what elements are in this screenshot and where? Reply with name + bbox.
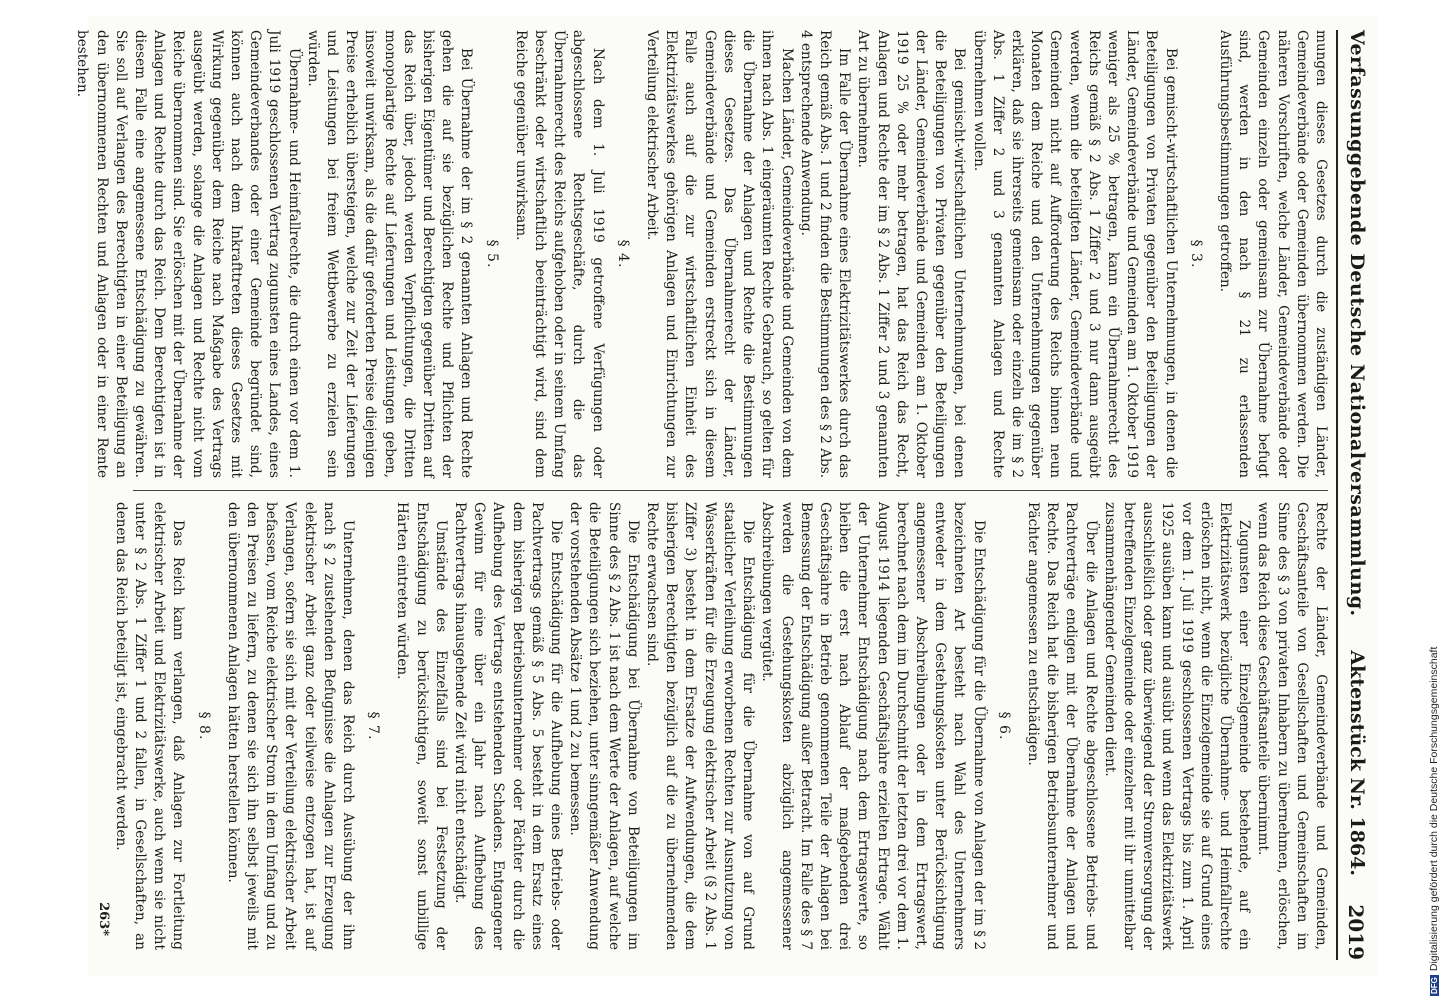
- paragraph: Das Reich kann verlangen, daß Anlagen zur Fortleitung elektrischer Arbeit und Elektrizitätswerke, auch wenn sie nicht unter § 2 Abs. 1 Ziffer 1 und 2 fallen, in Gesellschaften, an denen das Reich beteiligt ist, eingebracht werden.: [112, 502, 187, 950]
- page-number: 2019: [1344, 904, 1368, 960]
- section-heading: § 6.: [995, 711, 1012, 741]
- paragraph: Bei Übernahme der im § 2 genannten Anlagen und Rechte gehen die auf sie bezüglichen Rechte und Pflichten der bisherigen Eigentümer und Berechtigten gegenüber Dritten auf das Reich über, jedoch werden Verpflichtungen, die Dritten monopolartige Rechte auf Lieferungen und Leistungen geben, insoweit unwirksam, als die dafür geforderten Preise diejenigen Preise erheblich übersteigen, welche zur Zeit der Lieferungen und Leistungen bei freiem Wettbewerbe zu erzielen sein würden.: [304, 30, 475, 478]
- section-heading: § 3.: [1187, 239, 1204, 269]
- dfg-logo: DFG: [1430, 977, 1439, 994]
- paragraph: Bei gemischt-wirtschaftlichen Unternehmungen, bei denen die Beteiligungen von Privaten gegenüber den Beteiligungen der Länder, Gemeindeverbände und Gemeinden am 1. Oktober 1919 25 % oder mehr betragen, hat das Reich das Recht, Anlagen und Rechte der im § 2 Abs. 1 Ziffer 2 und 3 genannten Art zu übernehmen.: [855, 30, 968, 478]
- paragraph: Die Entschädigung für die Übernahme von Anlagen der im § 2 bezeichneten Art besteht nach Wahl des Unternehmers entweder in dem Gestehungskosten unter Berücksichtigung angemessener Abschreibungen oder in dem Ertragswert, berechnet nach dem im Durchschnitt der letzten drei vor dem 1. August 1914 liegenden Geschäftsjahre erzielten Ertrage. Wählt der Unternehmer Entschädigung nach dem Ertragswerte, so bleiben die erst nach Ablauf der maßgebenden drei Geschäftsjahre in Betrieb genommenen Teile der Anlagen bei Bemessung der Entschädigung außer Betracht. Im Falle des § 7 werden die Gestehungskosten abzüglich angemessener Abschreibungen vergütet.: [759, 502, 987, 950]
- paragraph: mungen dieses Gesetzes durch die zuständigen Länder, Gemeindeverbände oder Gemeinden übernommen werden. Die näheren Vorschriften, welche Länder, Gemeindeverbände oder Gemeinden einzeln oder gemeinsam zur Übernahme befugt sind, werden in den nach § 21 zu erlassenden Ausführungsbestimmungen getroffen.: [1216, 30, 1329, 478]
- paragraph: Unternehmen, denen das Reich durch Ausübung der ihm nach § 2 zustehenden Befugnisse die Anlagen zur Erzeugung elektrischer Arbeit ganz oder teilweise entzogen hat, ist auf Verlangen, sofern sie sich mit der Verteilung elektrischer Arbeit befassen, vom Reiche elektrischer Strom in dem Umfang und zu den Preisen zu liefern, zu denen sie sich ihn selbst jeweils mit den übernommenen Anlagen hätten herstellen können.: [224, 502, 357, 950]
- paragraph: Umstände des Einzelfalls sind bei Festsetzung der Entschädigung zu berücksichtigen, soweit sonst unbillige Härten eintreten würden.: [394, 502, 449, 950]
- section-heading: § 4.: [614, 239, 631, 269]
- section-heading: § 7.: [365, 711, 382, 741]
- digitization-note: [1408, 0, 1440, 1000]
- signature-mark: 263*: [96, 902, 111, 936]
- paragraph: Die Entschädigung für die Übernahme von auf Grund staatlicher Verleihung erworbenen Rechten zur Ausnutzung von Wasserkräften für die Erzeugung elektrischer Arbeit (§ 2 Abs. 1 Ziffer 3) besteht in dem Ersatze der Aufwendungen, die dem bisherigen Berechtigten bezüglich auf die zu übernehmenden Rechte erwachsen sind.: [644, 502, 757, 950]
- page-header: [1336, 30, 1372, 960]
- scanned-page: [74, 16, 1378, 976]
- paragraph: Bei gemischt-wirtschaftlichen Unternehmungen, in denen die Beteiligungen von Privaten gegenüber den Beteiligungen der Länder, Gemeindeverbände und Gemeinden am 1. Oktober 1919 weniger als 25 % betragen, kann ein Übernahmerecht des Reichs gemäß § 2 Abs. 1 Ziffer 2 und 3 nur dann ausgeübt werden, wenn die beteiligten Länder, Gemeindeverbände und Gemeinden nicht auf Aufforderung des Reichs binnen neun Monaten dem Reiche und den Unternehmungen gegenüber erklären, daß sie ihrerseits gemeinsam oder einzeln die im § 2 Abs. 1 Ziffer 2 und 3 genannten Anlagen und Rechte übernehmen wollen.: [970, 30, 1179, 478]
- paragraph: Zugunsten einer Einzelgemeinde bestehende, auf ein Elektrizitätswerk bezügliche Übernahme- und Heimfallrechte erlöschen nicht, wenn die Einzelgemeinde sie auf Grund eines vor dem 1. Juli 1919 geschlossenen Vertrags bis zum 1. April 1925 ausüben kann und ausübt und wenn das Elektrizitätswerk ausschließlich oder ganz überwiegend der Stromversorgung der betreffenden Einzelgemeinde oder einzelner mit ihr unmittelbar zusammenhängender Gemeinden dient.: [1101, 502, 1253, 950]
- paragraph: Über die Anlagen und Rechte abgeschlossene Betriebs- und Pachtverträge endigen mit der Übernahme der Anlagen und Rechte. Das Reich hat die bisherigen Betriebsunternehmer und Pächter angemessen zu entschädigen.: [1024, 502, 1099, 950]
- paragraph: Die Entschädigung bei Übernahme von Beteiligungen im Sinne des § 2 Abs. 1 ist nach dem Werte der Anlagen, auf welche die Beteiligungen sich beziehen, unter sinngemäßer Anwendung der vorstehenden Absätze 1 und 2 zu bemessen.: [567, 502, 641, 951]
- section-heading: § 8.: [195, 711, 212, 741]
- paragraph: Machen Länder, Gemeindeverbände und Gemeinden von dem ihnen nach Abs. 1 eingeräumten Rechte Gebrauch, so gelten für die Übernahme der Anlagen und Rechte die Bestimmungen dieses Gesetzes. Das Übernahmerecht der Länder, Gemeindeverbände und Gemeinden erstreckt sich in diesem Falle auch auf die zur wirtschaftlichen Einheit des Elektrizitätswerkes gehörigen Anlagen und Einrichtungen zur Verteilung elektrischer Arbeit.: [644, 30, 795, 478]
- funding-text: Digitalisierung gefördert durch die Deutsche Forschungsgemeinschaft: [1428, 646, 1440, 972]
- right-column: [112, 502, 1330, 951]
- paragraph: Im Falle der Übernahme eines Elektrizitätswerkes durch das Reich gemäß Abs. 1 und 2 finden die Bestimmungen des § 2 Abs. 4 entsprechende Anwendung.: [797, 30, 853, 479]
- section-heading: § 5.: [483, 239, 500, 269]
- paragraph: Nach dem 1. Juli 1919 getroffene Verfügungen oder abgeschlossene Rechtsgeschäfte, durch die das Übernahmerecht des Reichs aufgehoben oder in seinem Umfang beschränkt oder wirtschaftlich beeinträchtigt wird, sind dem Reiche gegenüber unwirksam.: [512, 30, 606, 478]
- paragraph: Die Entschädigung für die Aufhebung eines Betriebs- oder Pachtvertrags gemäß § 5 Abs. 5 besteht in dem Ersatz eines dem bisherigen Betriebsunternehmer oder Pächter durch die Aufhebung des Vertrags entstehenden Schadens. Entgangener Gewinn für eine über ein Jahr nach Aufhebung des Pachtvertrags hinausgehende Zeit wird nicht entschädigt.: [452, 502, 565, 950]
- digitization-note-text: [1428, 647, 1440, 996]
- left-column: [74, 30, 1330, 479]
- paragraph: Rechte der Länder, Gemeindeverbände und Gemeinden, Geschäftsanteile von Gesellschaften und Gemeinschaften im Sinne des § 3 von privaten Inhabern zu übernehmen, erlöschen, wenn das Reich diese Geschäftsanteile übernimmt.: [1255, 502, 1329, 950]
- column-divider: [133, 490, 1328, 491]
- document-number: Aktenstück Nr. 1864.: [1346, 650, 1368, 876]
- header-title: Verfassunggebende Deutsche Nationalversammlung.: [1346, 30, 1368, 617]
- paragraph: Übernahme- und Heimfallrechte, die durch einen vor dem 1. Juli 1919 geschlossenen Vertrag zugunsten eines Landes, eines Gemeindeverbandes oder einer Gemeinde begründet sind, können auch nach dem Inkrafttreten dieses Gesetzes mit Wirkung gegenüber dem Reiche nach Maßgabe des Vertrags ausgeübt werden, solange die Anlagen und Rechte nicht vom Reiche übernommen sind. Sie erlöschen mit der Übernahme der Anlagen und Rechte durch das Reich. Dem Berechtigten ist in diesem Falle eine angemessene Entschädigung zu gewähren. Sie soll auf Verlangen des Berechtigten in einer Beteiligung an den übernommenen Rechten und Anlagen oder in einer Rente bestehen.: [74, 30, 302, 478]
